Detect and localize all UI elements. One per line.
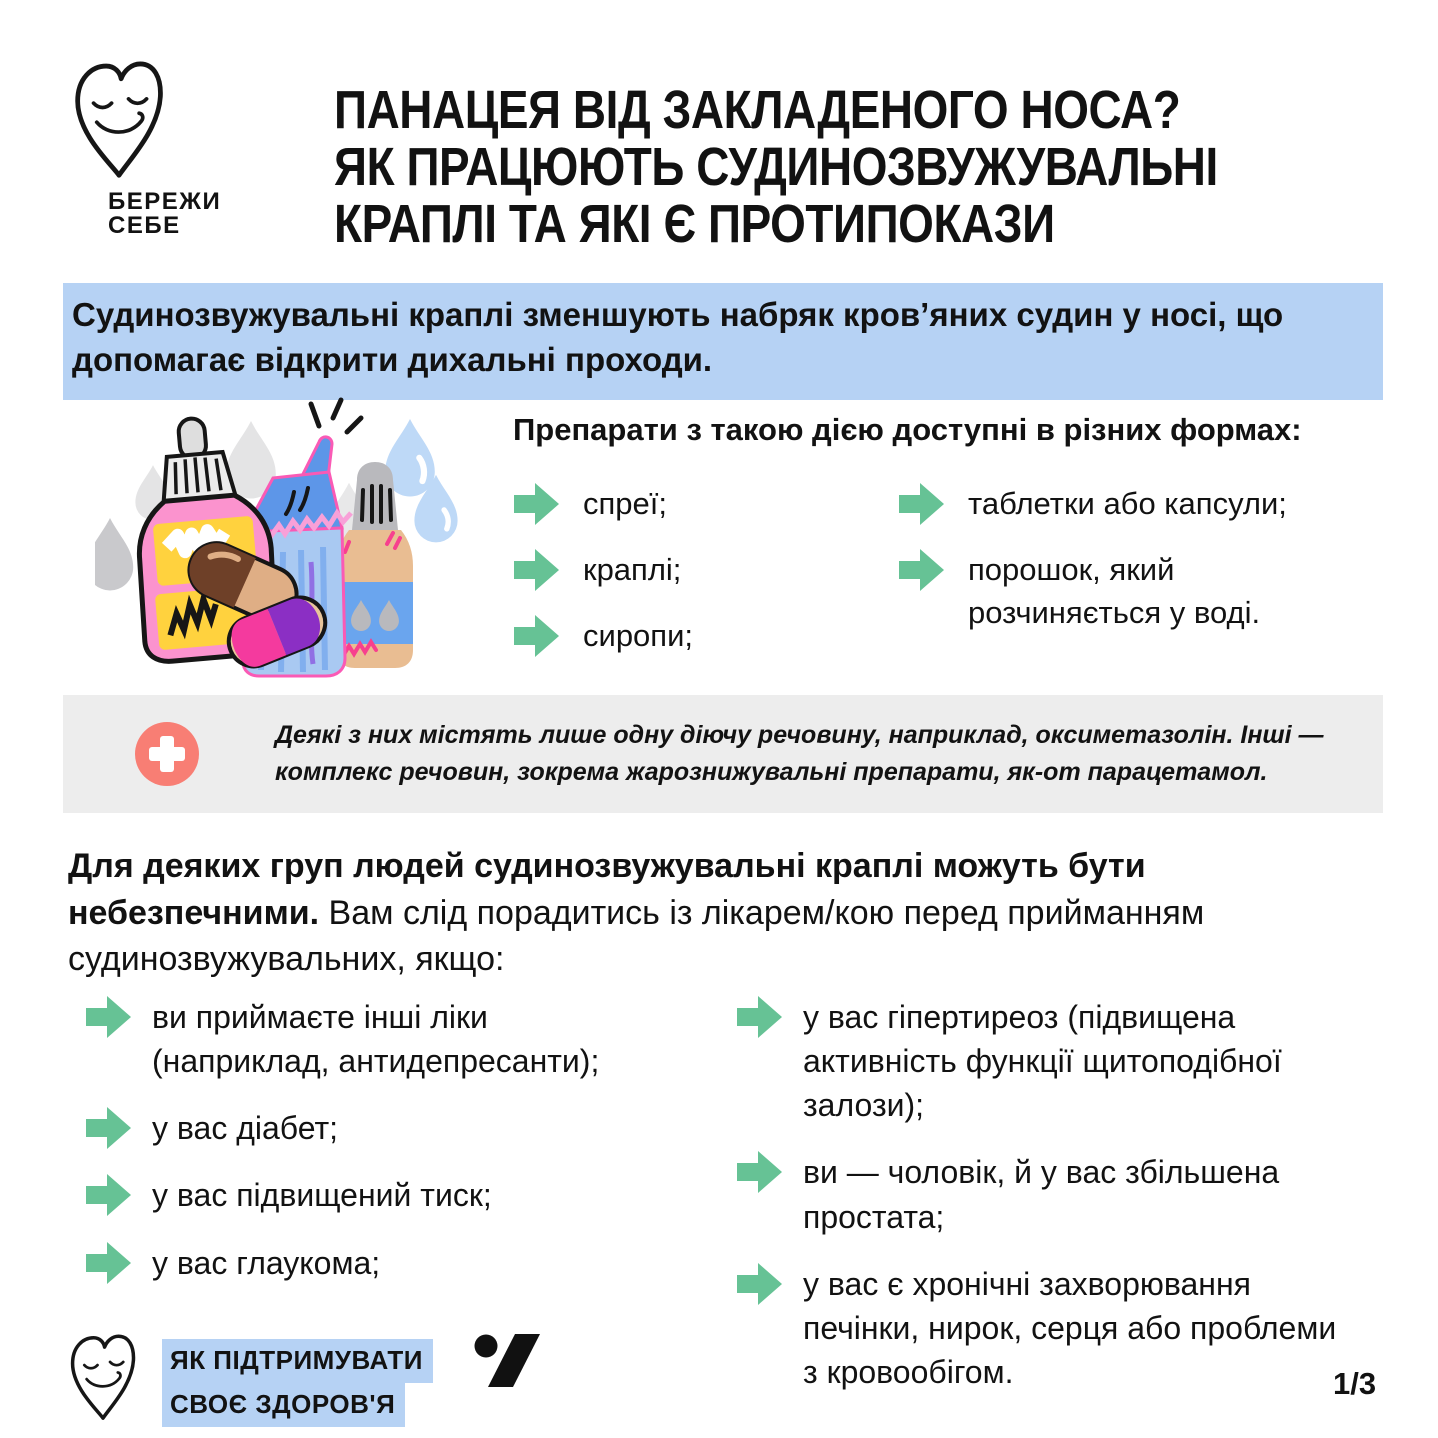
form-list-item [514, 482, 864, 526]
form-list-item [899, 548, 1359, 635]
reason-item-label: у вас глаукома; [152, 1244, 381, 1281]
form-item-label: сиропи; [583, 618, 694, 653]
arrow-right-icon [86, 1241, 132, 1285]
reason-list-item [737, 1262, 1342, 1394]
form-item-label: порошок, який розчиняється у воді. [968, 552, 1261, 631]
arrow-right-icon [737, 995, 783, 1039]
forms-list-left [514, 482, 864, 680]
reason-item-label: ви — чоловік, й у вас збільшена простата; [803, 1154, 1280, 1235]
arrow-right-icon [514, 482, 560, 526]
reason-list-item [737, 995, 1342, 1127]
form-item-label: спреї; [583, 486, 667, 521]
dot-slash-logo-icon [465, 1333, 543, 1389]
reason-item-label: ви приймаєте інші ліки (наприклад, антидепресанти); [152, 999, 600, 1080]
warning-paragraph [68, 843, 1380, 983]
warning-bold-text: Для деяких груп людей судинозвужувальні краплі можуть бути небезпечними. [68, 847, 1146, 932]
arrow-right-icon [514, 614, 560, 658]
medicine-bottles-illustration [95, 392, 515, 692]
form-item-label: краплі; [583, 552, 682, 587]
form-list-item [514, 614, 864, 658]
arrow-right-icon [737, 1262, 783, 1306]
medical-cross-icon [135, 722, 199, 786]
reasons-list-left [86, 995, 661, 1308]
footer-tagline [162, 1339, 433, 1427]
footer-heart-logo [64, 1324, 142, 1428]
reason-list-item [737, 1150, 1342, 1238]
reason-item-label: у вас діабет; [152, 1110, 339, 1147]
warning-rest-text: Вам слід порадитись із лікарем/кою перед прийманням судинозвужувальних, якщо: [68, 893, 1205, 979]
arrow-right-icon [899, 548, 945, 592]
reason-list-item [86, 1106, 661, 1150]
page-title: ПАНАЦЕЯ ВІД ЗАКЛАДЕНОГО НОСА? ЯК ПРАЦЮЮТЬ СУДИНОЗВУЖУВАЛЬНІ КРАПЛІ ТА ЯКІ Є ПРОТИПОКАЗИ [334, 80, 1218, 254]
arrow-right-icon [737, 1150, 783, 1194]
arrow-right-icon [514, 548, 560, 592]
note-text: Деякі з них містять лише одну діючу речовину, наприклад, оксиметазолін. Інші — комплекс речовин, зокрема жарознижувальні препарати, як-от парацетамол. [275, 720, 1324, 786]
brand-logo [66, 52, 221, 238]
heart-face-icon [64, 1324, 142, 1428]
reason-list-item [86, 1173, 661, 1217]
form-list-item [514, 548, 864, 592]
footer-tagline-line1: ЯК ПІДТРИМУВАТИ [162, 1339, 433, 1383]
arrow-right-icon [899, 482, 945, 526]
reason-item-label: у вас гіпертиреоз (підвищена активність функції щитоподібної залози); [803, 999, 1282, 1124]
page-number: 1/3 [1333, 1366, 1377, 1401]
brand-name: БЕРЕЖИ СЕБЕ [108, 188, 222, 239]
arrow-right-icon [86, 995, 132, 1039]
form-item-label: таблетки або капсули; [968, 486, 1287, 521]
form-list-item [899, 482, 1359, 526]
reason-list-item [86, 1241, 661, 1285]
intro-text: Судинозвужувальні краплі зменшують набряк кров’яних судин у носі, що допомагає відкрити дихальні проходи. [72, 296, 1284, 378]
reason-item-label: у вас підвищений тиск; [152, 1177, 492, 1214]
footer-tagline-line2: СВОЄ ЗДОРОВ'Я [162, 1383, 405, 1427]
note-box [63, 695, 1383, 813]
reason-list-item [86, 995, 661, 1083]
intro-highlight-banner [63, 283, 1383, 400]
forms-heading: Препарати з такою дією доступні в різних формах: [513, 412, 1302, 447]
arrow-right-icon [86, 1106, 132, 1150]
reason-item-label: у вас є хронічні захворювання печінки, нирок, серця або проблеми з кровообігом. [803, 1265, 1337, 1391]
forms-list-right [899, 482, 1359, 657]
reasons-list-right [737, 995, 1342, 1417]
heart-face-icon [66, 52, 172, 184]
spray-marks [311, 400, 361, 432]
arrow-right-icon [86, 1173, 132, 1217]
